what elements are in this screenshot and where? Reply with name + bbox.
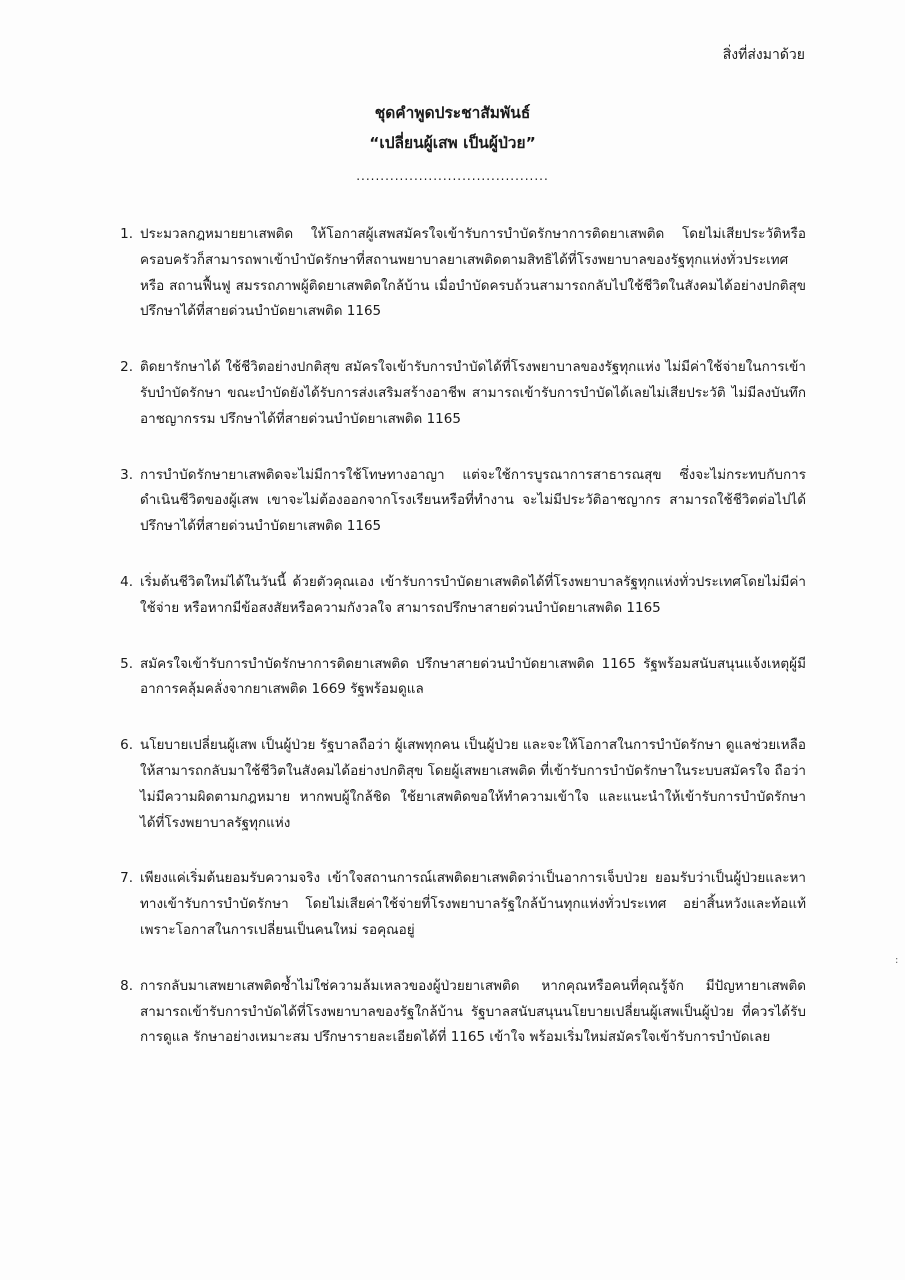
message-item (108, 570, 806, 622)
item-text: ติดยารักษาได้ ใช้ชีวิตอย่างปกติสุข สมัครใจเข้ารับการบำบัดได้ที่โรงพยาบาลของรัฐทุกแห่ง ไม่มีค่าใช้จ่ายในการเข้ารับบำบัดรักษา ขณะบำบัดยังได้รับการส่งเสริมสร้างอาชีพ สามารถเข้ารับการบำบัดได้เลยไม่เสียประวัติ ไม่มีลงบันทึกอาชญากรรม ปรึกษาได้ที่สายด่วนบำบัดยาเสพติด 1165 (140, 359, 806, 427)
item-number: 7. (120, 870, 133, 887)
message-item (108, 222, 806, 325)
item-text: การบำบัดรักษายาเสพติดจะไม่มีการใช้โทษทางอาญา แต่จะใช้การบูรณาการสาธารณสุข ซึ่งจะไม่กระทบกับการดำเนินชีวิตของผู้เสพ เขาจะไม่ต้องออกจากโรงเรียนหรือที่ทำงาน จะไม่มีประวัติอาชญากร สามารถใช้ชีวิตต่อไปได้ ปรึกษาได้ที่สายด่วนบำบัดยาเสพติด 1165 (140, 466, 806, 535)
message-item (108, 652, 806, 704)
item-number: 2. (120, 359, 133, 376)
message-item (108, 974, 806, 1051)
document-subtitle: “เปลี่ยนผู้เสพ เป็นผู้ป่วย” (369, 134, 536, 152)
item-text: เริ่มต้นชีวิตใหม่ได้ในวันนี้ ด้วยตัวคุณเอง เข้ารับการบำบัดยาเสพติดได้ที่โรงพยาบาลรัฐทุกแห่งทั่วประเทศโดยไม่มีค่าใช้จ่าย หรือหากมีข้อสงสัยหรือความกังวลใจ สามารถปรึกษาสายด่วนบำบัดยาเสพติด 1165 (140, 573, 806, 616)
item-number: 6. (120, 737, 133, 754)
message-item (108, 355, 806, 432)
enclosure-label: สิ่งที่ส่งมาด้วย (722, 47, 805, 63)
message-item (108, 866, 806, 943)
message-list (108, 222, 806, 1081)
document-title: ชุดคำพูดประชาสัมพันธ์ (374, 104, 531, 122)
item-number: 4. (120, 573, 133, 590)
item-number: 1. (120, 226, 133, 242)
item-text: ประมวลกฎหมายยาเสพติด ให้โอกาสผู้เสพสมัครใจเข้ารับการบำบัดรักษาการติดยาเสพติด โดยไม่เสียประวัติหรือครอบครัวก็สามารถพาเข้าบำบัดรักษาที่สถานพยาบาลยาเสพติดตามสิทธิได้ที่โรงพยาบาลของรัฐทุกแห่งทั่วประเทศ หรือ สถานฟื้นฟู สมรรถภาพผู้ติดยาเสพติดใกล้บ้าน เมื่อบำบัดครบถ้วนสามารถกลับไปใช้ชีวิตในสังคมได้อย่างปกติสุข ปรึกษาได้ที่สายด่วนบำบัดยาเสพติด 1165 (140, 226, 806, 320)
item-text: เพียงแค่เริ่มต้นยอมรับความจริง เข้าใจสถานการณ์เสพติดยาเสพติดว่าเป็นอาการเจ็บป่วย ยอมรับว่าเป็นผู้ป่วยและหาทางเข้ารับการบำบัดรักษา โดยไม่เสียค่าใช้จ่ายที่โรงพยาบาลรัฐใกล้บ้านทุกแห่งทั่วประเทศ อย่าสิ้นหวังและท้อแท้ เพราะโอกาสในการเปลี่ยนเป็นคนใหม่ รอคุณอยู่ (140, 870, 806, 938)
item-number: 8. (120, 977, 133, 994)
item-text: การกลับมาเสพยาเสพติดซ้ำไม่ใช่ความล้มเหลวของผู้ป่วยยาเสพติด หากคุณหรือคนที่คุณรู้จัก มีปัญหายาเสพติดสามารถเข้ารับการบำบัดได้ที่โรงพยาบาลของรัฐใกล้บ้าน รัฐบาลสนับสนุนนโยบายเปลี่ยนผู้เสพเป็นผู้ป่วย ที่ควรได้รับการดูแล รักษาอย่างเหมาะสม ปรึกษารายละเอียดได้ที่ 1165 เข้าใจ พร้อมเริ่มใหม่สมัครใจเข้ารับการบำบัดเลย (140, 977, 806, 1046)
item-text: นโยบายเปลี่ยนผู้เสพ เป็นผู้ป่วย รัฐบาลถือว่า ผู้เสพทุกคน เป็นผู้ป่วย และจะให้โอกาสในการบำบัดรักษา ดูแลช่วยเหลือให้สามารถกลับมาใช้ชีวิตในสังคมได้อย่างปกติสุข โดยผู้เสพยาเสพติด ที่เข้ารับการบำบัดรักษาในระบบสมัครใจ ถือว่าไม่มีความผิดตามกฎหมาย หากพบผู้ใกล้ชิด ใช้ยาเสพติดขอให้ทำความเข้าใจ และแนะนำให้เข้ารับการบำบัดรักษาได้ที่โรงพยาบาลรัฐทุกแห่ง (140, 737, 806, 831)
item-text: สมัครใจเข้ารับการบำบัดรักษาการติดยาเสพติด ปรึกษาสายด่วนบำบัดยาเสพติด 1165 รัฐพร้อมสนับสนุนแจ้งเหตุผู้มีอาการคลุ้มคลั่งจากยาเสพติด 1669 รัฐพร้อมดูแล (140, 655, 806, 698)
item-number: 5. (120, 655, 133, 672)
title-block (0, 98, 905, 188)
scan-speck: : (895, 955, 899, 966)
message-item (108, 463, 806, 540)
title-dotted-rule: ........................................ (356, 169, 549, 183)
item-number: 3. (120, 466, 133, 483)
message-item (108, 733, 806, 836)
